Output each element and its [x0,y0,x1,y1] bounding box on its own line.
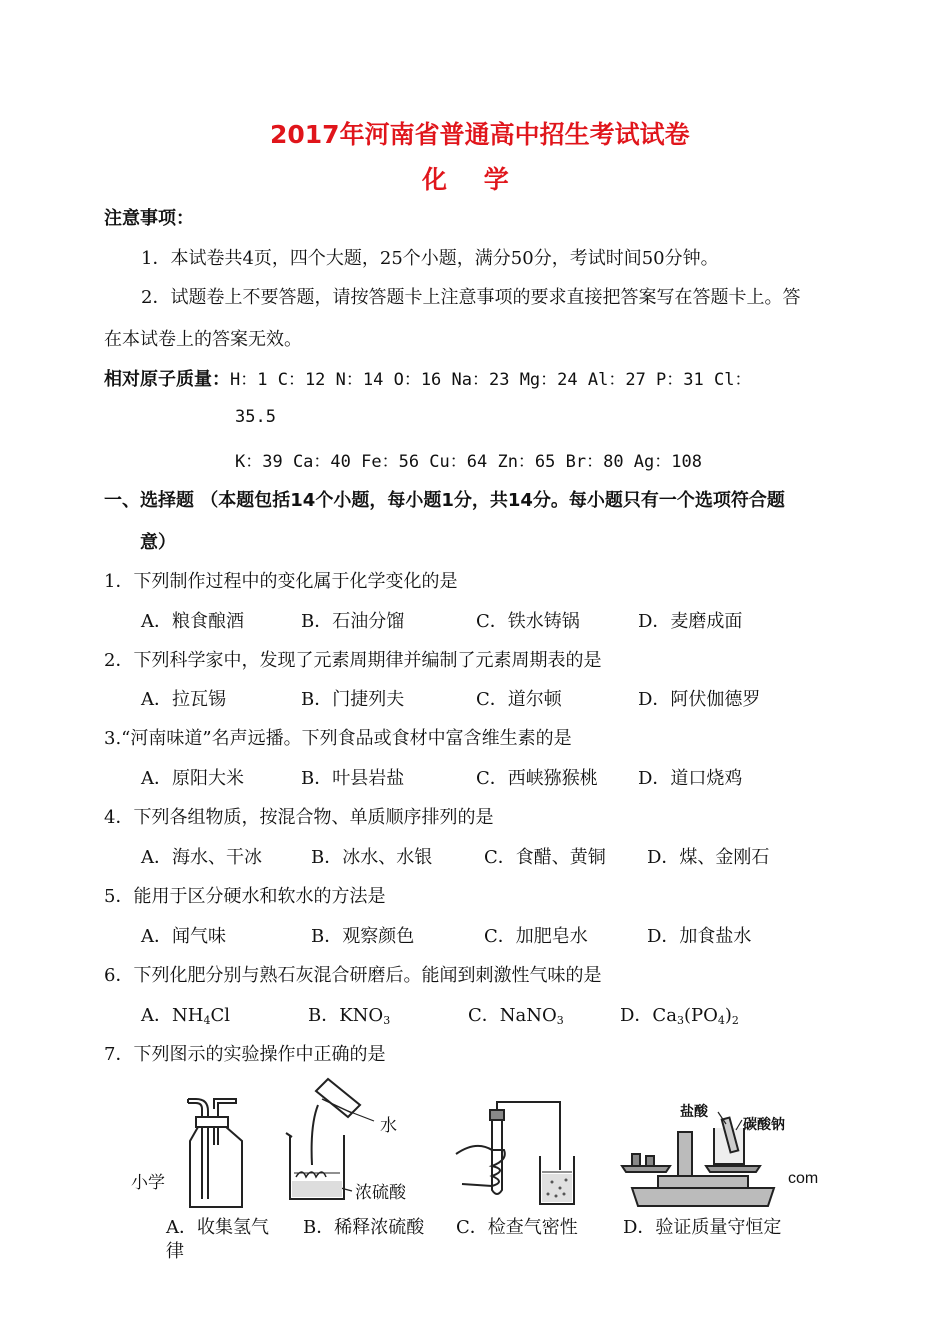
atomic-mass-line-2: 35.5 [235,407,276,427]
question-4-stem: 4．下列各组物质，按混合物、单质顺序排列的是 [104,807,494,828]
question-6-option-c: C．NaNO$_3$ [468,1005,564,1027]
caption-a: A．收集氢气 [166,1217,269,1238]
question-1-option-b: B．石油分馏 [301,611,405,632]
question-3-option-a: A．原阳大米 [141,768,244,789]
notice-item-2: 2．试题卷上不要答题，请按答题卡上注意事项的要求直接把答案写在答题卡上。答 [141,287,801,308]
question-1-stem: 1．下列制作过程中的变化属于化学变化的是 [104,571,458,592]
question-1-option-a: A．粮食酿酒 [141,611,244,632]
question-6-option-a: A．$NH_4Cl$ [141,1005,230,1027]
atomic-mass-row [104,365,751,391]
atomic-mass-line-1: H：1 C：12 N：14 O：16 Na：23 Mg：24 Al：27 P：31 Cl： [230,370,752,390]
question-1-option-d: D．麦磨成面 [638,611,743,632]
question-2-option-a: A．拉瓦锡 [141,689,226,710]
figure-c-airtightness [452,1100,582,1210]
caption-c: C．检查气密性 [456,1217,578,1238]
subject-title: 化 学 [422,165,523,194]
figure-a-gas-bottle [180,1095,260,1213]
question-4-option-b: B．冰水、水银 [311,847,433,868]
watermark-left: 小学 [131,1173,165,1193]
question-3-option-c: C．西峡猕猴桃 [476,768,598,789]
question-7-stem: 7．下列图示的实验操作中正确的是 [104,1044,386,1065]
question-6-option-d: D．$Ca_3(PO_4)_2$ [620,1005,739,1027]
question-4-option-a: A．海水、干冰 [141,847,262,868]
question-5-option-a: A．闻气味 [141,926,226,947]
label-hydrochloric-acid: 盐酸 [680,1104,708,1120]
question-6-stem: 6．下列化肥分别与熟石灰混合研磨后。能闻到刺激性气味的是 [104,965,602,986]
question-2-stem: 2．下列科学家中，发现了元素周期律并编制了元素周期表的是 [104,650,602,671]
question-5-stem: 5．能用于区分硬水和软水的方法是 [104,886,386,907]
caption-d: D．验证质量守恒定 [623,1217,782,1238]
caption-b: B．稀释浓硫酸 [303,1217,425,1238]
atomic-mass-label: 相对原子质量： [104,369,230,390]
question-2-option-b: B．门捷列夫 [301,689,405,710]
question-3-option-b: B．叶县岩盐 [301,768,405,789]
question-4-option-d: D．煤、金刚石 [647,847,770,868]
question-5-option-d: D．加食盐水 [647,926,752,947]
question-6-option-b: B．$KNO_3$ [308,1005,391,1027]
atomic-mass-line-3: K：39 Ca：40 Fe：56 Cu：64 Zn：65 Br：80 Ag：108 [235,452,702,472]
watermark-right: com [788,1170,819,1187]
notice-heading: 注意事项： [104,208,194,229]
notice-item-2-cont: 在本试卷上的答案无效。 [104,329,302,350]
question-2-option-c: C．道尔顿 [476,689,562,710]
label-sodium-carbonate: 碳酸钠 [743,1117,785,1133]
question-1-option-c: C．铁水铸锅 [476,611,580,632]
label-water: 水 [380,1116,397,1136]
section-heading: 一、选择题 （本题包括14个小题，每小题1分，共14分。每小题只有一个选项符合题 [104,490,785,511]
question-5-option-c: C．加肥皂水 [484,926,588,947]
exam-title: 2017年河南省普通高中招生考试试卷 [270,120,690,149]
question-2-option-d: D．阿伏伽德罗 [638,689,761,710]
notice-item-1: 1．本试卷共4页，四个大题，25个小题，满分50分，考试时间50分钟。 [141,248,719,269]
caption-d-wrap: 律 [166,1241,184,1262]
question-3-stem: 3.“河南味道”名声远播。下列食品或食材中富含维生素的是 [104,728,572,749]
section-heading-cont: 意） [140,532,176,553]
question-5-option-b: B．观察颜色 [311,926,415,947]
label-conc-sulfuric-acid: 浓硫酸 [355,1183,406,1203]
question-3-option-d: D．道口烧鸡 [638,768,743,789]
question-4-option-c: C．食醋、黄铜 [484,847,606,868]
